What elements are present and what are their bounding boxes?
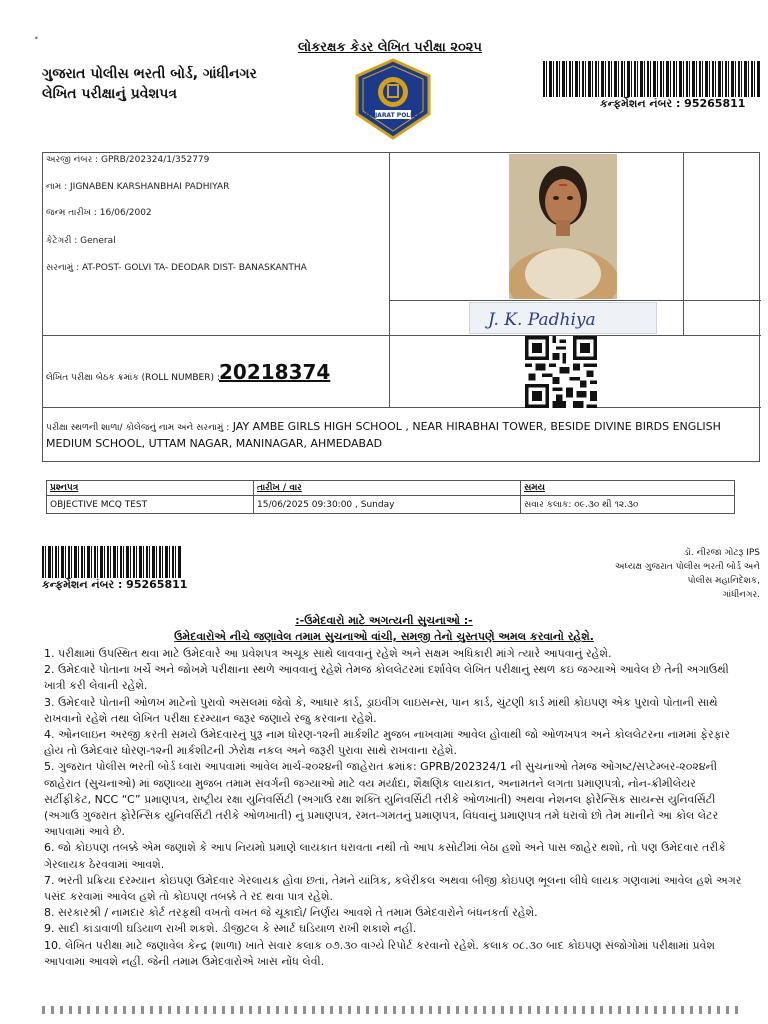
corner-mark: • [34, 34, 39, 43]
gujarat-police-logo-icon [349, 58, 437, 140]
confirmation-number: કન્ફર્મેશન નંબર : 95265811 [600, 97, 746, 110]
officer-title-2: પોલીસ મહાનિદેશક, [687, 576, 760, 586]
category: કેટેગરી : General [46, 236, 116, 246]
barcode-icon [42, 546, 182, 578]
confirmation-number-footer: કન્ફર્મેશન નંબર : 95265811 [42, 578, 188, 591]
exam-center-value: JAY AMBE GIRLS HIGH SCHOOL , NEAR HIRABHAI TOWER, BESIDE DIVINE BIRDS ENGLISH MEDIUM SCHOOL, UTTAM NAGAR, MANINAGAR, AHMEDABAD [46, 420, 721, 450]
exam-date: 15/06/2025 09:30:00 , Sunday [254, 496, 521, 514]
signature-text: J. K. Padhiya [488, 310, 596, 330]
header-time: સમય [521, 481, 735, 496]
header-paper: પ્રશ્નપત્ર [47, 481, 254, 496]
board-name: ગુજરાત પોલીસ ભરતી બોર્ડ, ગાંધીનગર [42, 66, 257, 82]
officer-title-1: અધ્યક્ષ ગુજરાત પોલીસ ભરતી બોર્ડ અને [615, 562, 760, 572]
header-date: તારીખ / વાર [254, 481, 521, 496]
candidate-photo-icon [509, 154, 617, 299]
signature-icon [470, 303, 656, 333]
header-left [42, 64, 257, 104]
list-item: 2. ઉમેદવારે પોતાના ખર્ચે અને જોખમે પરીક્ષાના સ્થળે આવવાનું રહેશે તેમજ કોલલેટરમાં દર્શાવેલ લેખિત પરીક્ષાનું સ્થળ કઇ જગ્યાએ આવેલ છે તેની અગાઉથી ખાત્રી કરી લેવાની રહેશે. [44, 663, 729, 693]
list-item: 4. ઓનલાઇન અરજી કરતી સમયે ઉમેદવારનું પુરૂ નામ ધોરણ-૧૨ની માર્કશીટ મુજબ નાખવામાં આવેલ હોવાથી જો ઓળખપત્ર અને કોલલેટરના નામમાં ફેરફાર હોય તો ઉમેદવાર ધોરણ-૧૨ની માર્કશીટની ઝેરોક્ષ નકલ અને જરૂરી પુરાવા સાથે રાખવાના રહેશે. [44, 728, 730, 758]
exam-center [46, 419, 758, 452]
list-item: 7. ભરતી પ્રક્રિયા દરમ્યાન કોઇપણ ઉમેદવાર ગેરલાયક હોવા છતાં, તેમને યાંત્રિક, કલેરીકલ અથવા બીજી કોઇપણ ભૂલના લીધે લાયક ગણવામાં આવેલ હશે અગર પસંદ કરવામાં આવેલ હશે તો કોઇપણ તબક્કે તે રદ થવા પાત્ર રહેશે. [44, 873, 742, 904]
application-number: અરજી નંબર : GPRB/202324/1/352779 [46, 155, 210, 165]
candidate-name: નામ : JIGNABEN KARSHANBHAI PADHIYAR [46, 182, 230, 192]
officer-name: ડૉ. નીરજા ગોટરૂ IPS [683, 548, 760, 558]
instructions-subtitle: ઉમેદવારોએ નીચે જણાવેલ તમામ સુચનાઓ વાંચી, સમજી તેનો ચુસ્તપણે અમલ કરવાનો રહેશે. [174, 630, 594, 643]
officer-title-3: ગાંધીનગર. [722, 590, 760, 600]
address: સરનામું : AT-POST- GOLVI TA- DEODAR DIST- BANASKANTHA [46, 263, 307, 273]
list-item: 9. સાદી કાંડાવાળી ઘડિયાળ રાખી શકશે. ડીજીટલ કે સ્માર્ટ ઘડિયાળ રાખી શકાશે નહીં. [44, 922, 417, 936]
list-item: 10. લેખિત પરીક્ષા માટે જણાવેલ કેન્દ્ર (શાળા) ખાતે સવાર કલાક ૦૭.૩૦ વાગ્યે રિપોર્ટ કરવાનો રહેશે. કલાક ૦૮.૩૦ બાદ કોઇપણ સંજોગોમાં પરીક્ષામાં પ્રવેશ આપવામાં આવશે નહીં. જેની તમામ ઉમેદવારોએ ખાસ નોંધ લેવી. [44, 938, 715, 968]
list-item: 3. ઉમેદવારે પોતાની ઓળખ માટેનો પુરાવો અસલમાં જેવો કે, આધાર કાર્ડ, ડ્રાઇવીંગ લાઇસન્સ, પાન કાર્ડ, ચુંટણી કાર્ડ માંથી કોઇપણ એક પુરાવો પોતાની સાથે રાખવાનો રહેશે તથા લેખિત પરીક્ષા દરમ્યાન જરૂર જણાયે રજુ કરવાના રહેશે. [44, 695, 718, 725]
date-of-birth: જન્મ તારીખ : 16/06/2002 [46, 208, 152, 218]
roll-number: 20218374 [219, 360, 331, 384]
instructions-title: :-ઉમેદવારો માટે અગત્યની સુચનાઓ :- [295, 614, 473, 627]
table-header-row [47, 481, 735, 496]
qr-code-icon [525, 336, 597, 408]
paper-name: OBJECTIVE MCQ TEST [47, 496, 254, 514]
roll-number-label: લેખિત પરીક્ષા બેઠક ક્રમાંક (ROLL NUMBER) : [46, 373, 220, 383]
schedule-table [46, 480, 735, 514]
exam-time: સવાર કલાક: ૦૯.૩૦ થી ૧૨.૩૦ [521, 496, 735, 514]
exam-center-label: પરીક્ષા સ્થળની શાળા/ કોલેજનું નામ અને સરનામું : [46, 423, 230, 433]
exam-title: લોકરક્ષક કેડર લેખિત પરીક્ષા ૨૦૨૫ [298, 40, 482, 55]
list-item: 8. સરકારશ્રી / નામદાર કોર્ટ તરફથી વખતો વખત જે ચૂકાદો/ નિર્ણય આવશે તે તમામ ઉમેદવારોને બંધનકર્તા રહેશે. [44, 906, 538, 920]
logo-text: GUJARAT POLICE [365, 112, 421, 119]
barcode-icon [543, 61, 761, 97]
list-item: 5. ગુજરાત પોલીસ ભરતી બોર્ડ ધ્વારા આપવામાં આવેલ માર્ચ-૨૦૨૪ની જાહેરાત ક્રમાંક: GPRB/202324/1 ની સુચનાઓ તેમજ ઓગષ્ટ/સપ્ટેમ્બર-૨૦૨૪ની જાહેરાત (સુચનાઓ) માં જણાવ્યા મુજબ તમામ સંવર્ગની જગ્યાઓ માટે વય મર્યાદા, શૈક્ષણિક લાયકાત, અનામતને લગતા પ્રમાણપત્રો, નોન-ક્રીમીલેયર સર્ટીફીકેટ, NCC “C” પ્રમાણપત્ર, રાષ્ટ્રીય રક્ષા યુનિવર્સિટી (અગાઉ રક્ષા શક્તિ યુનિવર્સિટી તરીકે ઓળખાતી) અથવા નેશનલ ફોરેન્સિક સાયન્સ યુનિવર્સિટી (અગાઉ ગુજરાત ફોરેન્સિક યુનિવર્સિટી તરીકે ઓળખાતી) નું પ્રમાણપત્ર, રમત-ગમતનું પ્રમાણપત્ર, વિધવાનું પ્રમાણપત્ર તમે ધરાવો છો તેમ માનીને આ કોલ લેટર આપવામાં આવે છે. [44, 760, 719, 839]
instructions-list [44, 646, 744, 970]
signature-box [469, 302, 657, 334]
page-cut-line [42, 1006, 742, 1014]
table-row [47, 496, 735, 514]
document-name: લેખિત પરીક્ષાનું પ્રવેશપત્ર [42, 86, 177, 102]
list-item: 1. પરીક્ષામાં ઉપસ્થિત થવા માટે ઉમેદવારે આ પ્રવેશપત્ર અચૂક સાથે લાવવાનું રહેશે અને સક્ષમ અધિકારી માંગે ત્યારે આપવાનું રહેશે. [44, 647, 612, 660]
list-item: 6. જો કોઇપણ તબક્કે એમ જણાશે કે આપ નિયમો પ્રમાણે લાયકાત ધરાવતા નથી તો આપ કસોટીમાં બેઠા હશો અને પાસ જાહેર થશો, તો પણ ઉમેદવાર તરીકે ગેરલાયક ઠેરવવામાં આવશે. [44, 841, 726, 871]
officer-block [600, 546, 760, 602]
